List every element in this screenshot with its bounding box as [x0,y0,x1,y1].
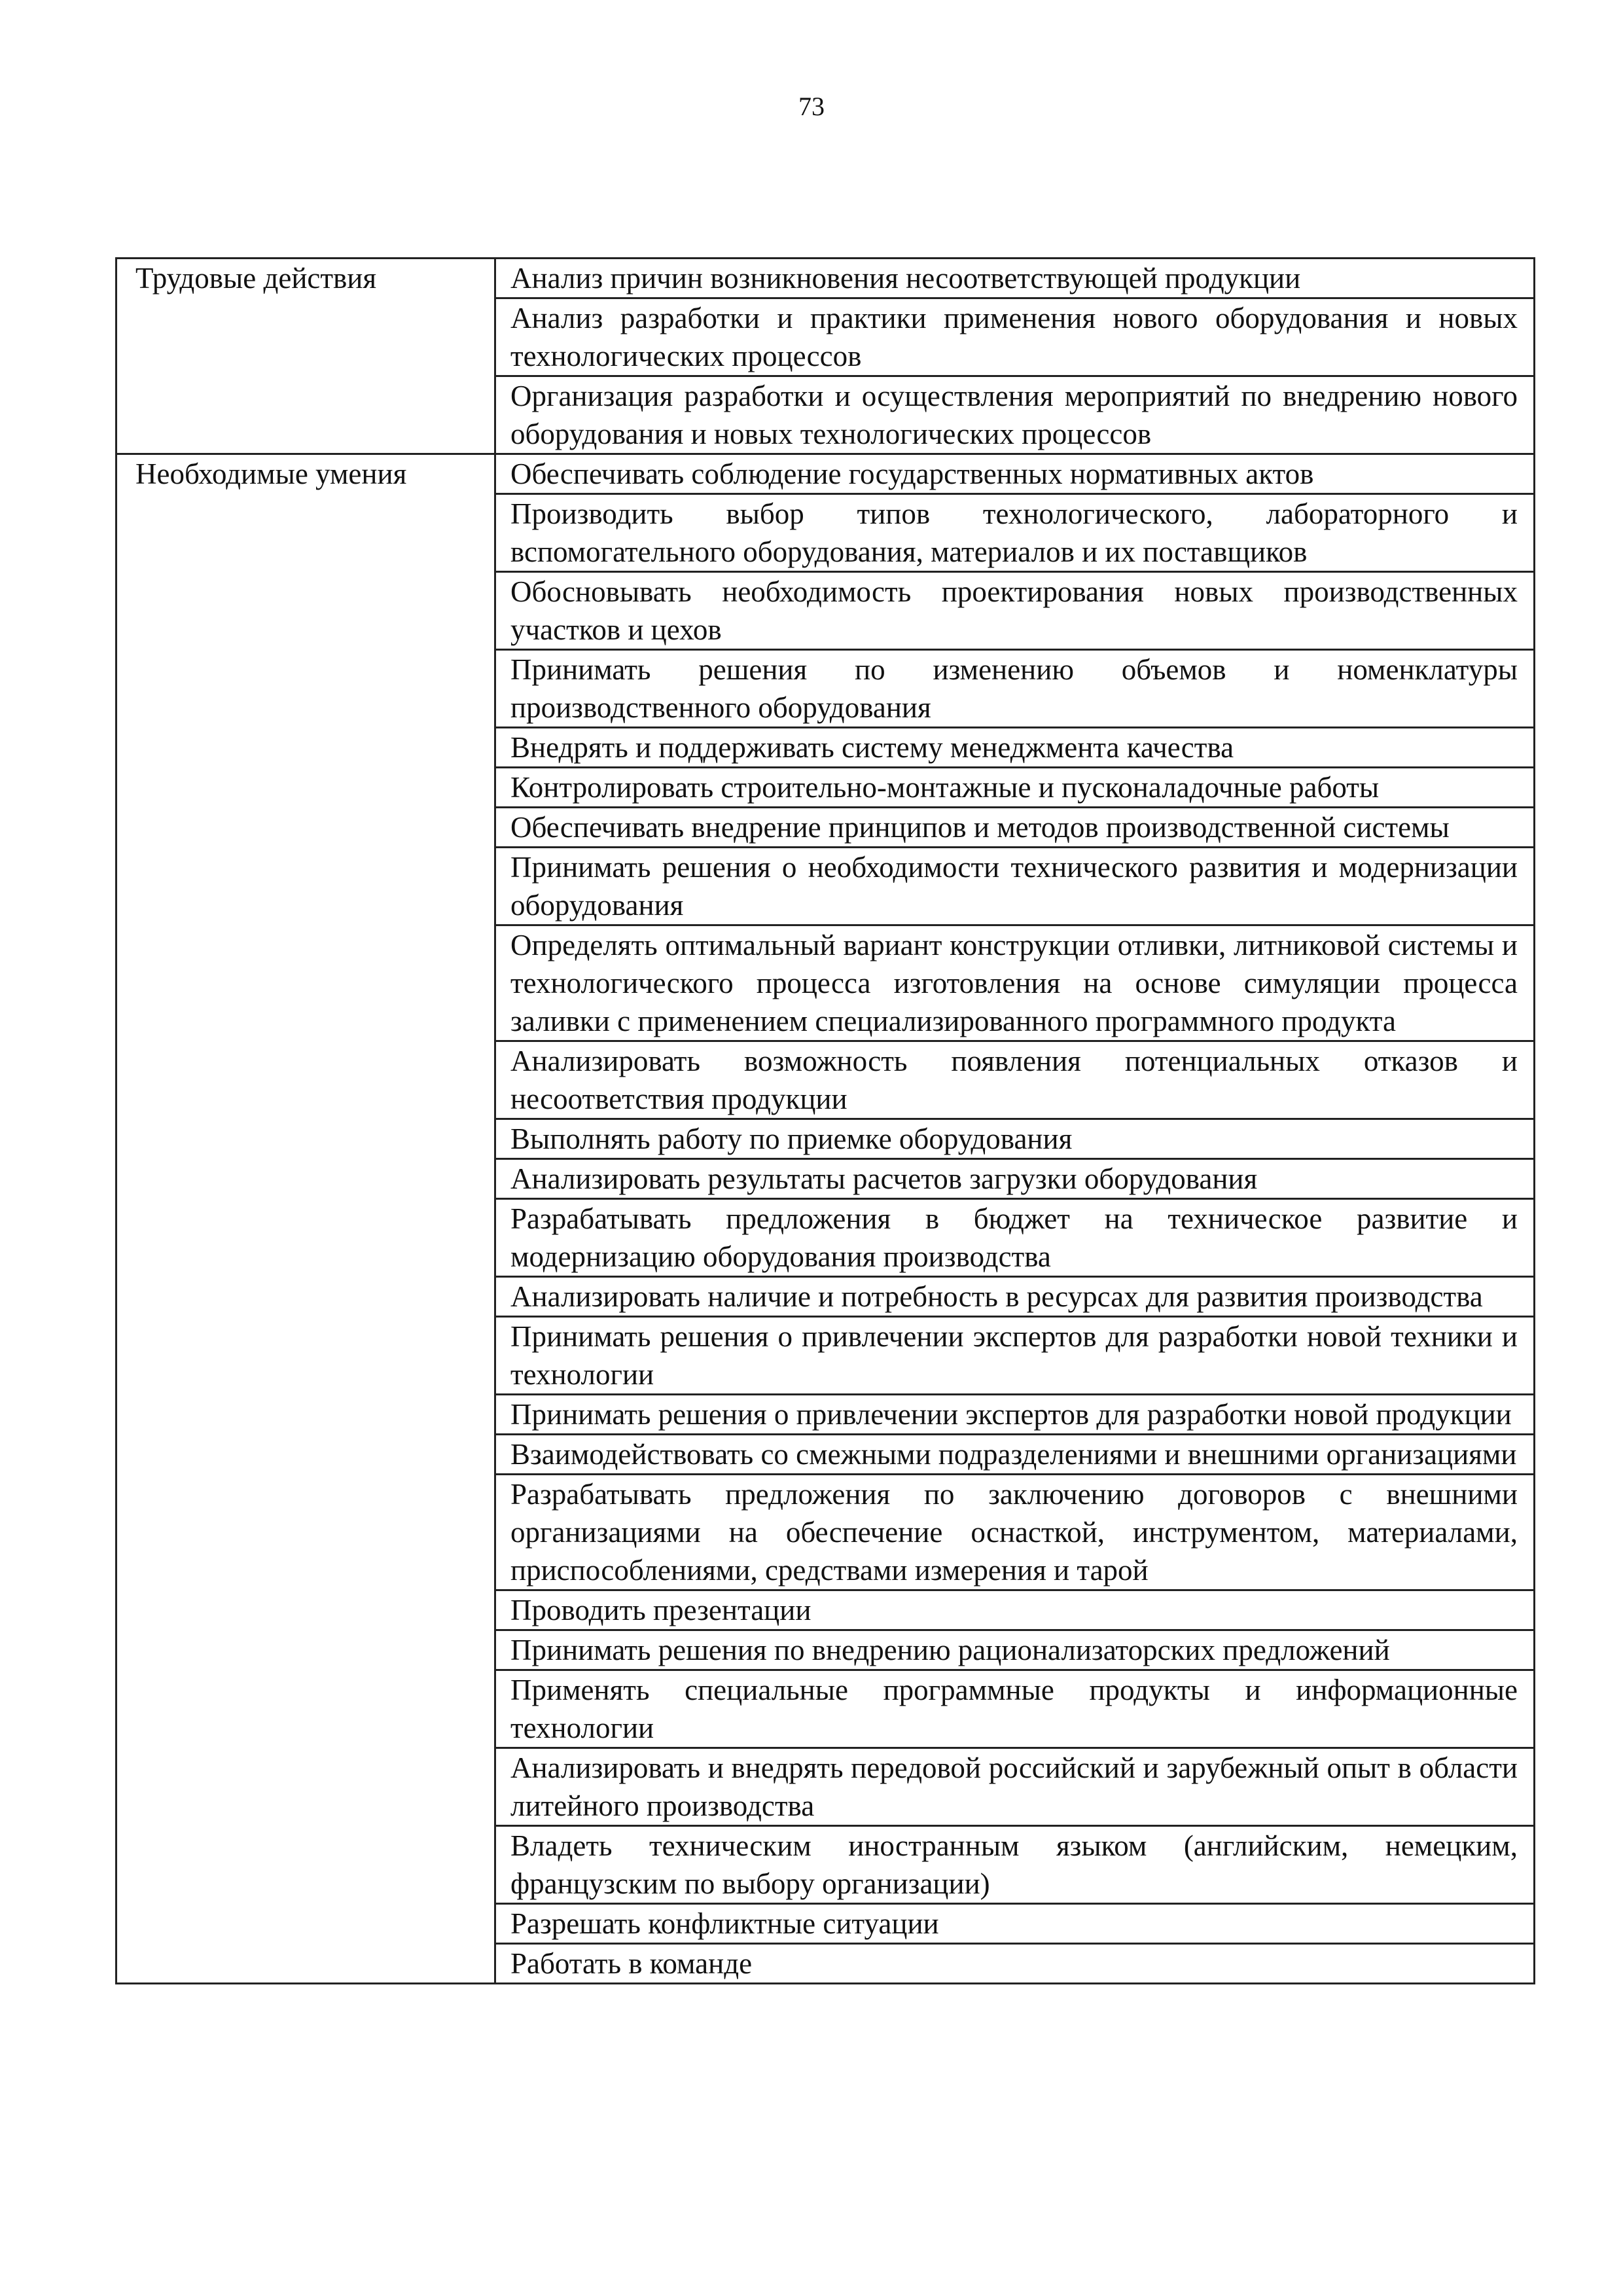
requirement-item: Анализировать наличие и потребность в ресурсах для развития производства [495,1277,1535,1317]
requirement-item: Обеспечивать внедрение принципов и методов производственной системы [495,808,1535,848]
section-label: Трудовые действия [116,259,495,454]
requirement-item: Работать в команде [495,1944,1535,1984]
requirement-item: Разрабатывать предложения в бюджет на техническое развитие и модернизацию оборудования производства [495,1199,1535,1277]
requirement-item: Анализировать возможность появления потенциальных отказов и несоответствия продукции [495,1041,1535,1119]
requirement-item: Обосновывать необходимость проектирования новых производственных участков и цехов [495,572,1535,650]
table-row [116,454,1535,494]
requirement-item: Контролировать строительно-монтажные и пусконаладочные работы [495,768,1535,808]
requirement-item: Принимать решения о необходимости технического развития и модернизации оборудования [495,848,1535,925]
requirement-item: Принимать решения по изменению объемов и номенклатуры производственного оборудования [495,650,1535,728]
page-number: 73 [798,92,825,121]
requirement-item: Взаимодействовать со смежными подразделениями и внешними организациями [495,1435,1535,1475]
section-label: Необходимые умения [116,454,495,1984]
requirements-table-body [116,259,1535,1984]
requirement-item: Принимать решения по внедрению рационализаторских предложений [495,1630,1535,1670]
requirement-item: Проводить презентации [495,1590,1535,1630]
table-row [116,259,1535,298]
requirement-item: Применять специальные программные продукты и информационные технологии [495,1670,1535,1748]
requirement-item: Анализировать результаты расчетов загрузки оборудования [495,1159,1535,1199]
requirement-item: Обеспечивать соблюдение государственных нормативных актов [495,454,1535,494]
requirement-item: Определять оптимальный вариант конструкции отливки, литниковой системы и технологического процесса изготовления на основе симуляции процесса заливки с применением специализированного программного продукта [495,925,1535,1041]
requirement-item: Внедрять и поддерживать систему менеджмента качества [495,728,1535,768]
requirement-item: Принимать решения о привлечении экспертов для разработки новой техники и технологии [495,1317,1535,1395]
requirement-item: Разрабатывать предложения по заключению договоров с внешними организациями на обеспечение оснасткой, инструментом, материалами, приспособлениями, средствами измерения и тарой [495,1475,1535,1590]
requirement-item: Выполнять работу по приемке оборудования [495,1119,1535,1159]
requirement-item: Анализировать и внедрять передовой российский и зарубежный опыт в области литейного производства [495,1748,1535,1826]
requirement-item: Анализ причин возникновения несоответствующей продукции [495,259,1535,298]
requirements-table [115,257,1535,1984]
requirement-item: Владеть техническим иностранным языком (английским, немецким, французским по выбору организации) [495,1826,1535,1904]
requirement-item: Принимать решения о привлечении экспертов для разработки новой продукции [495,1395,1535,1435]
requirement-item: Анализ разработки и практики применения нового оборудования и новых технологических процессов [495,298,1535,376]
requirement-item: Производить выбор типов технологического, лабораторного и вспомогательного оборудования, материалов и их поставщиков [495,494,1535,572]
requirement-item: Организация разработки и осуществления мероприятий по внедрению нового оборудования и новых технологических процессов [495,376,1535,454]
requirement-item: Разрешать конфликтные ситуации [495,1904,1535,1944]
